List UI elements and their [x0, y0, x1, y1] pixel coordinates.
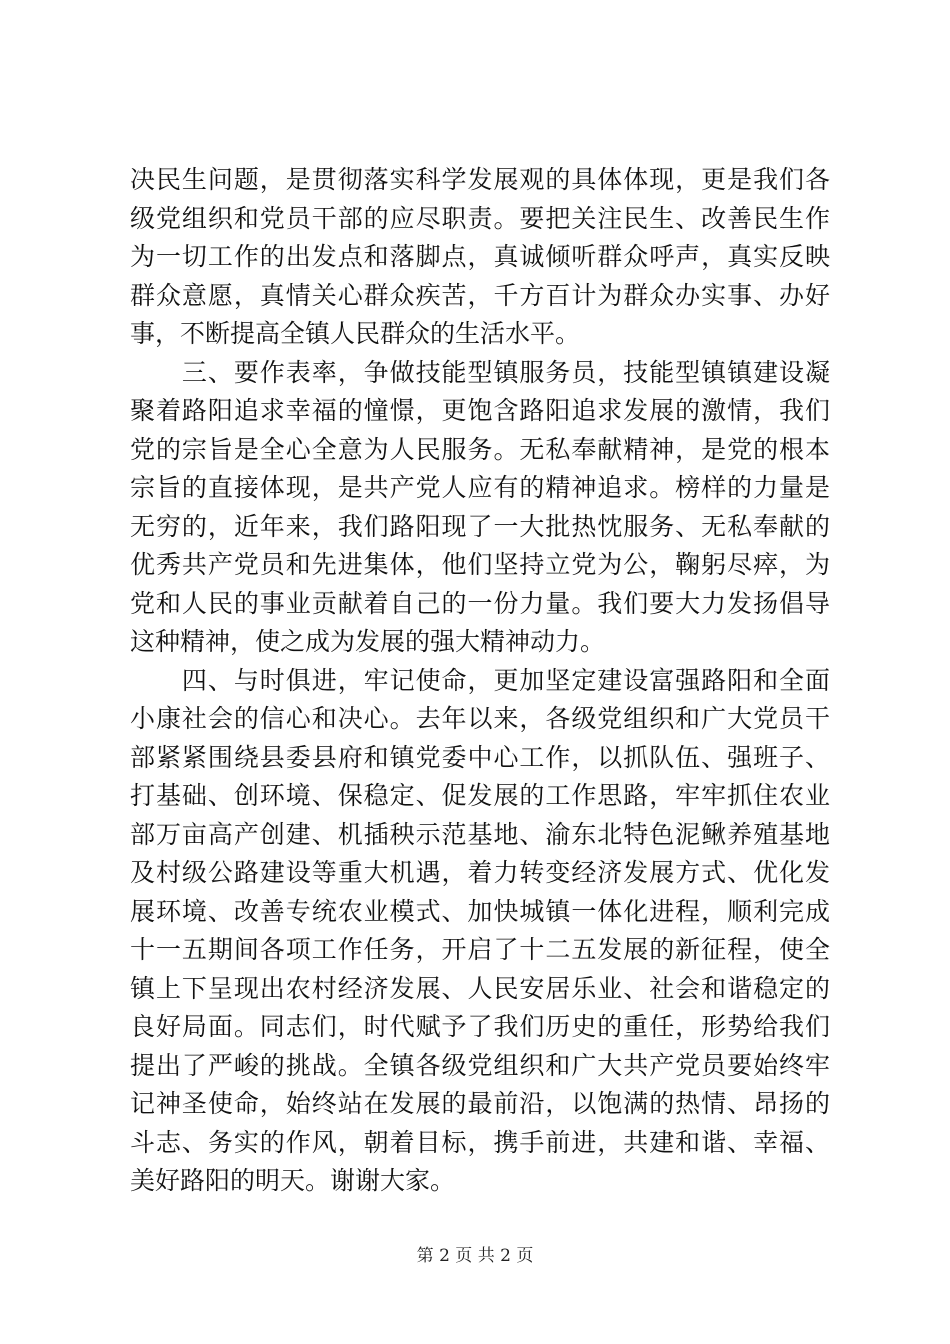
text-line: 记神圣使命，始终站在发展的最前沿，以饱满的热情、昂扬的 — [130, 1089, 830, 1118]
text-line: 聚着路阳追求幸福的憧憬，更饱含路阳追求发展的激情，我们 — [130, 396, 830, 425]
text-line: 镇上下呈现出农村经济发展、人民安居乐业、社会和谐稳定的 — [130, 973, 830, 1003]
text-line: 良好局面。同志们，时代赋予了我们历史的重任，形势给我们 — [130, 1012, 830, 1041]
text-line: 四、与时俱进，牢记使命，更加坚定建设富强路阳和全面 — [130, 665, 830, 695]
text-line: 事，不断提高全镇人民群众的生活水平。 — [130, 319, 581, 348]
text-line: 无穷的，近年来，我们路阳现了一大批热忱服务、无私奉献的 — [130, 511, 830, 541]
text-line: 党和人民的事业贡献着自己的一份力量。我们要大力发扬倡导 — [130, 588, 830, 618]
text-line: 这种精神，使之成为发展的强大精神动力。 — [130, 627, 606, 656]
text-line: 为一切工作的出发点和落脚点，真诚倾听群众呼声，真实反映 — [130, 242, 830, 271]
text-line: 群众意愿，真情关心群众疾苦，千方百计为群众办实事、办好 — [130, 280, 830, 310]
text-line: 提出了严峻的挑战。全镇各级党组织和广大共产党员要始终牢 — [130, 1050, 830, 1080]
page-number-footer: 第 2 页 共 2 页 — [416, 1246, 534, 1266]
text-line: 部万亩高产创建、机插秧示范基地、渝东北特色泥鳅养殖基地 — [130, 819, 830, 849]
text-line: 决民生问题，是贯彻落实科学发展观的具体体现，更是我们各 — [130, 165, 830, 194]
text-line: 部紧紧围绕县委县府和镇党委中心工作，以抓队伍、强班子、 — [130, 742, 830, 772]
text-line: 宗旨的直接体现，是共产党人应有的精神追求。榜样的力量是 — [130, 473, 830, 502]
text-line: 十一五期间各项工作任务，开启了十二五发展的新征程，使全 — [130, 935, 830, 964]
text-line: 斗志、务实的作风，朝着目标，携手前进，共建和谐、幸福、 — [130, 1127, 830, 1157]
text-line: 小康社会的信心和决心。去年以来，各级党组织和广大党员干 — [130, 704, 830, 733]
text-line: 展环境、改善专统农业模式、加快城镇一体化进程，顺利完成 — [130, 896, 830, 926]
text-line: 党的宗旨是全心全意为人民服务。无私奉献精神，是党的根本 — [130, 434, 830, 464]
text-line: 美好路阳的明天。谢谢大家。 — [130, 1166, 456, 1195]
text-line: 优秀共产党员和先进集体，他们坚持立党为公，鞠躬尽瘁，为 — [130, 550, 830, 579]
text-line: 打基础、创环境、保稳定、促发展的工作思路，牢牢抓住农业 — [130, 781, 830, 810]
text-line: 级党组织和党员干部的应尽职责。要把关注民生、改善民生作 — [130, 203, 830, 233]
text-line: 及村级公路建设等重大机遇，着力转变经济发展方式、优化发 — [130, 858, 830, 887]
document-body — [130, 161, 830, 1201]
text-line: 三、要作表率，争做技能型镇服务员，技能型镇镇建设凝 — [130, 357, 830, 387]
